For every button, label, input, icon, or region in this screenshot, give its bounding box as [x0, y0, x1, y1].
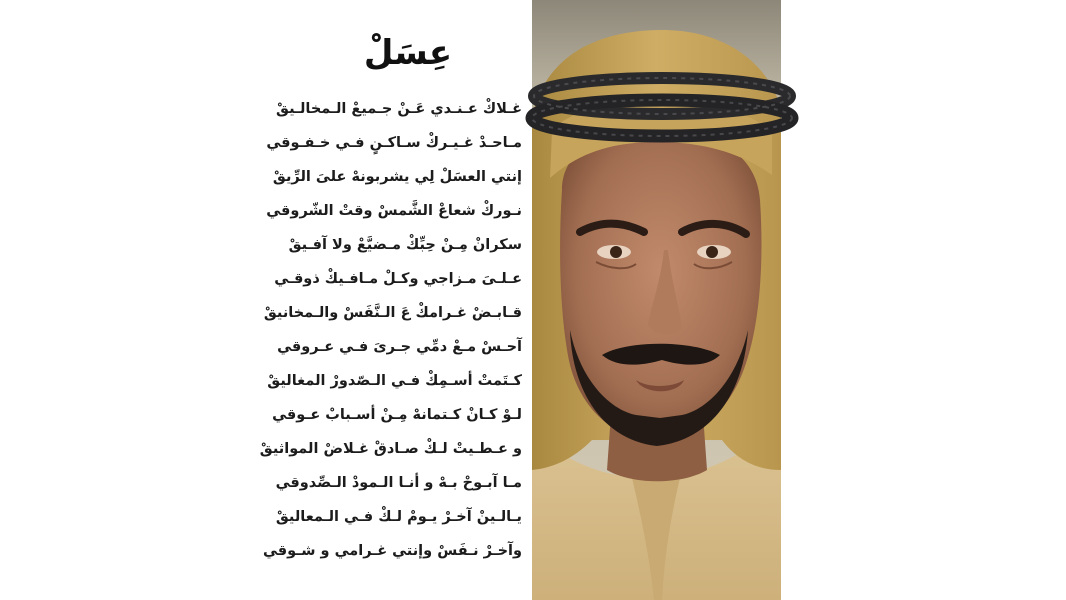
poem-line: يـالـينْ آخـرْ يـومْ لـكْ فـي الـمعاليقْ	[275, 509, 522, 525]
poem-line: كـتَمتْ أسـمِكْ فـي الـصّدورْ المغاليقْ	[267, 373, 522, 389]
poem-line: آحـسْ مـعْ دمِّي جـرىَ فـي عـروقي	[277, 339, 522, 355]
portrait-photo	[532, 0, 781, 600]
poem-line: و عـطـيتْ لـكْ صـادقْ غـلاضْ المواثيقْ	[259, 441, 522, 457]
poem-line: غـلاكْ عـنـدي عَـنْ جـميعْ الـمخالـيقْ	[276, 101, 522, 117]
poem-line: لـوْ كـانْ كـتمانهْ مِـنْ أسـبابْ عـوقي	[272, 407, 522, 423]
poem-line: نـوركْ شعاعْ الشَّمسْ وقتْ الشّروقي	[266, 203, 522, 219]
poem-line: وآخـرْ نـفَسْ وإنتي غـرامي و شـوقي	[263, 543, 522, 559]
poem-title: عِسَلْ	[363, 33, 453, 73]
poem-line: سكرانْ مِـنْ حِبِّكْ مـضيَّعْ ولا آفـيقْ	[288, 237, 522, 253]
portrait-illustration	[532, 0, 781, 600]
poem-line: عـلـىَ مـزاجي وكـلْ مـافـيكْ ذوقـي	[274, 271, 522, 287]
poem-lines	[259, 92, 522, 568]
poem-panel	[259, 0, 532, 600]
poem-line: مـا آبـوحْ بـهْ و أنـا الـمودْ الـصِّدوقي	[275, 475, 522, 491]
poem-line: قـابـضْ غـرامكْ عَ الـنَّفَسْ والـمخانيقْ	[263, 305, 522, 321]
poem-line: مـاحـدْ غـيـركْ سـاكـنٍ فـي خـفـوقي	[266, 135, 522, 151]
poem-line: إنتي العسَلْ لِي يشربونهْ علىَ الرِّيقْ	[272, 169, 522, 185]
